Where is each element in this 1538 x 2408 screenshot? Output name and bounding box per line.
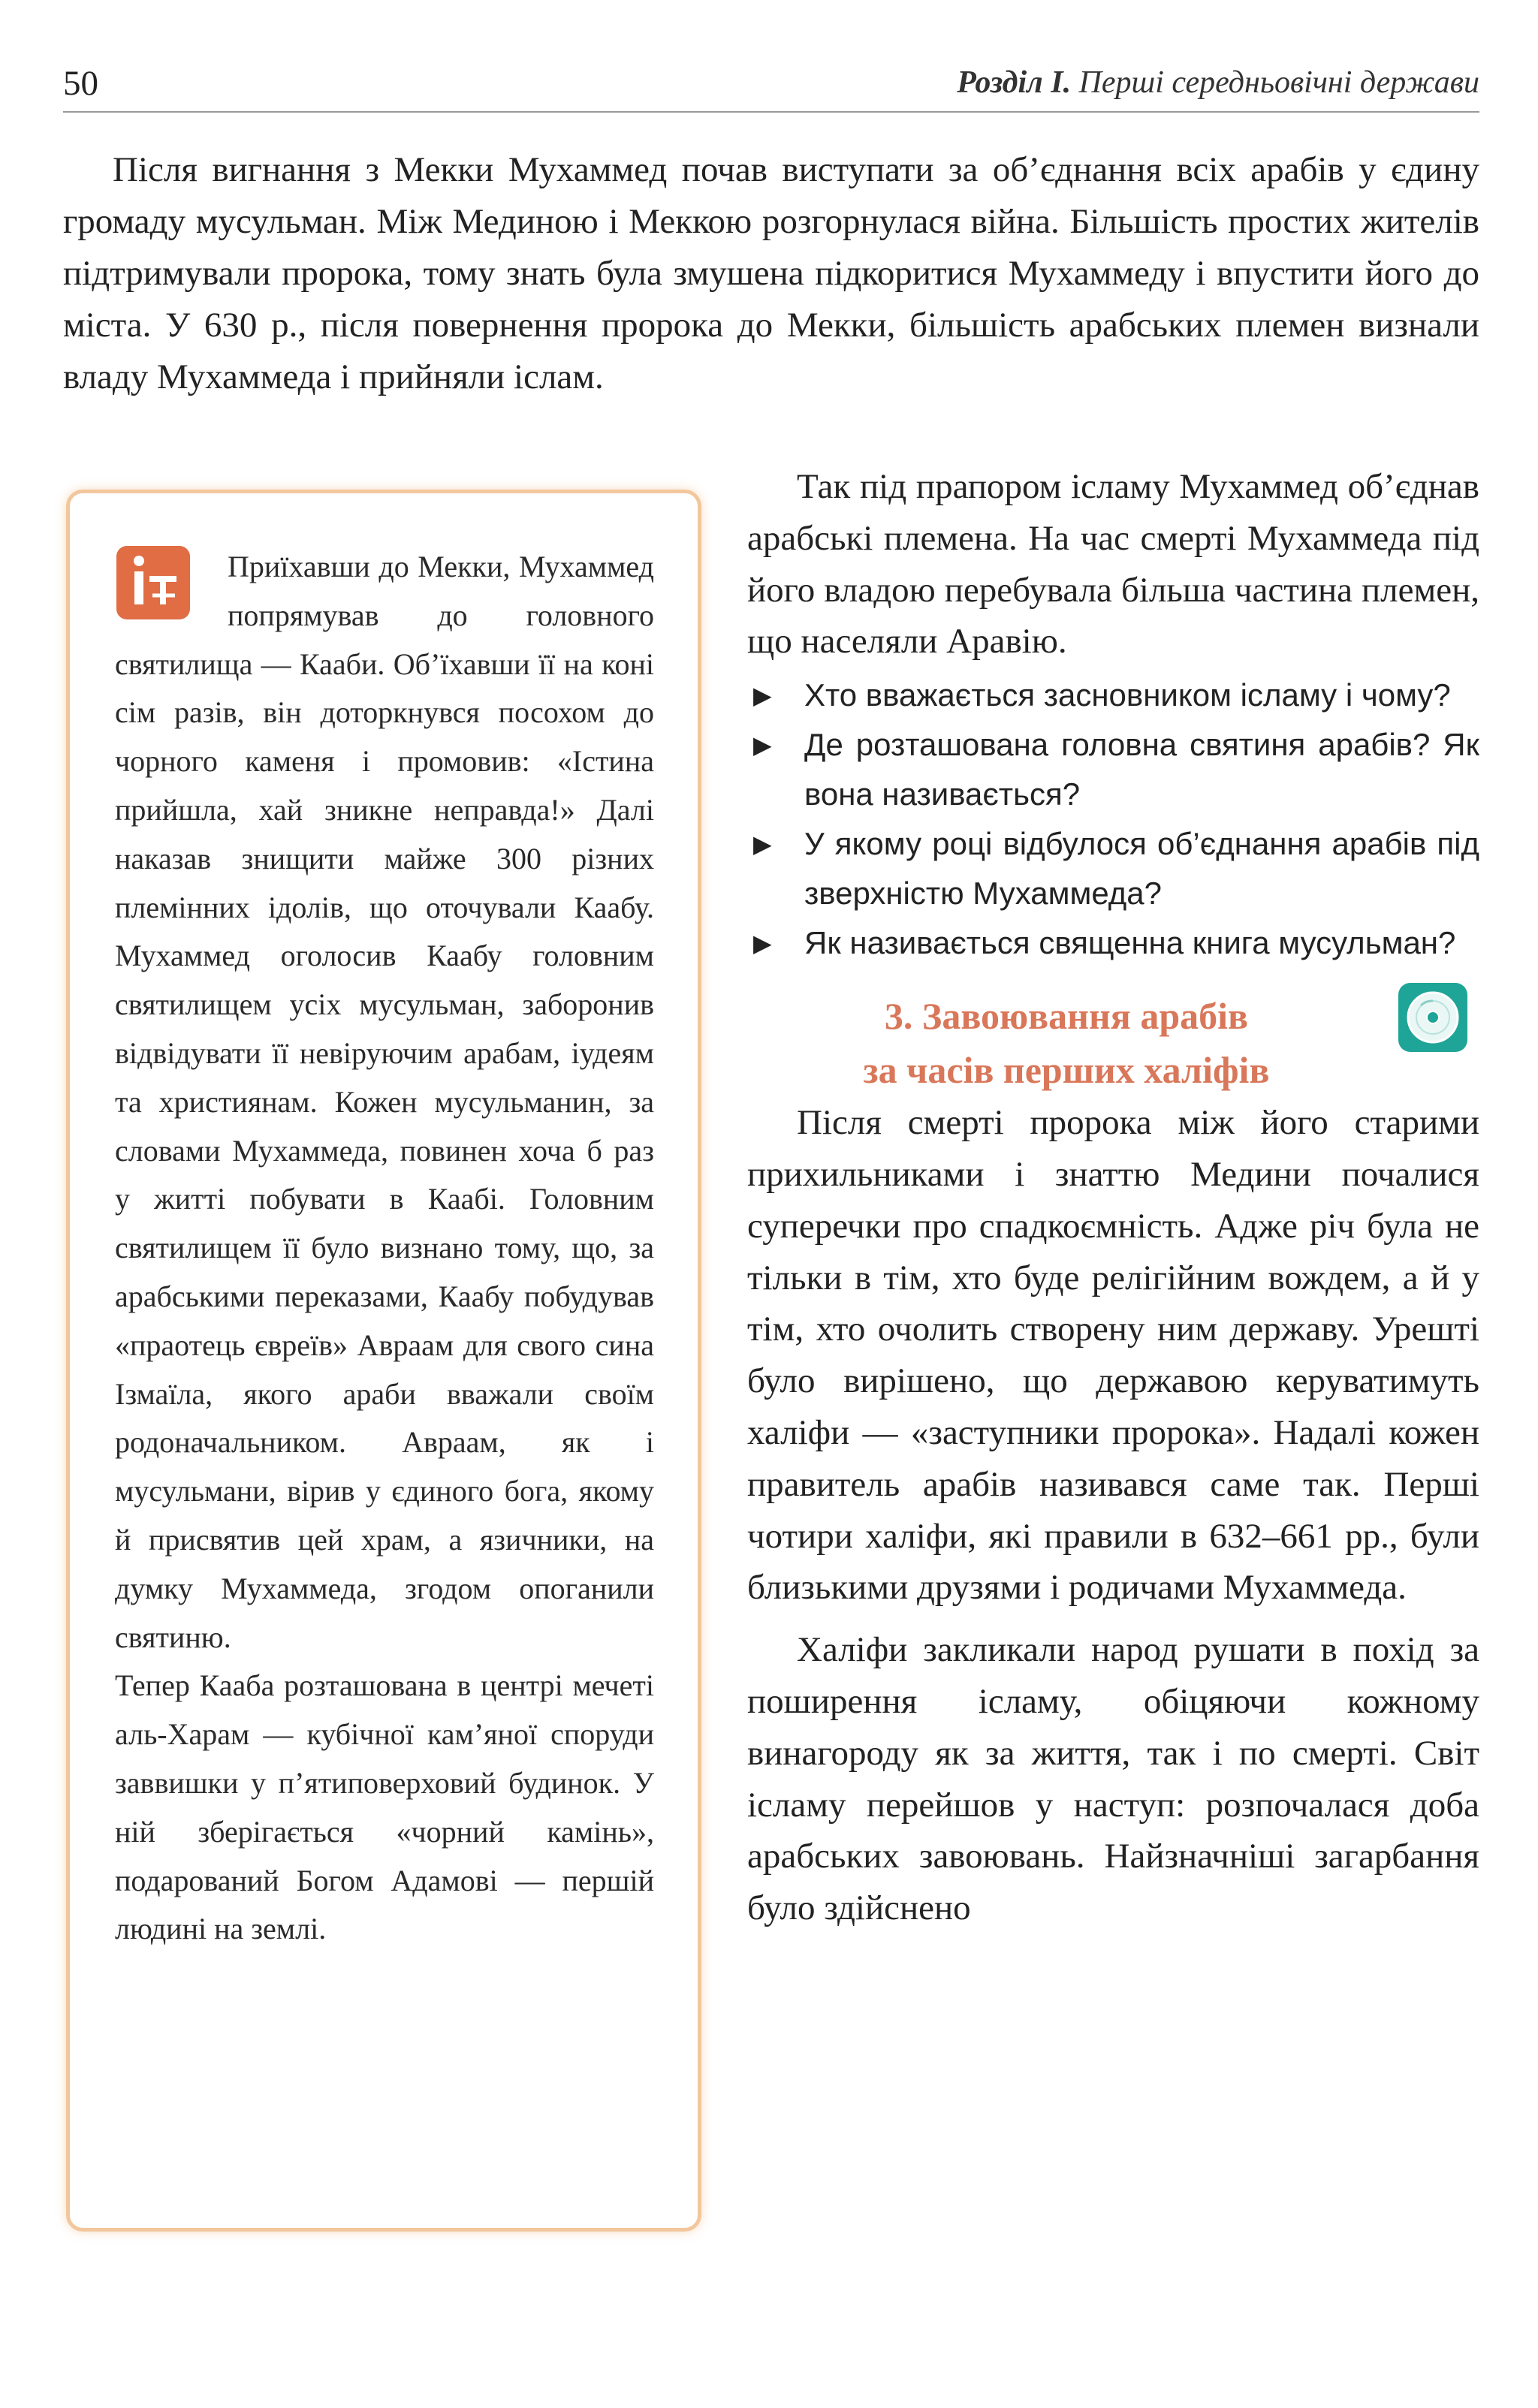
section-title-line-2: за часів перших халіфів: [863, 1049, 1270, 1092]
triangle-bullet-icon: ▶: [753, 731, 772, 759]
chapter-label: Розділ І.: [957, 65, 1072, 100]
page-header: [63, 59, 1479, 113]
question-text: Де розташована головна святиня арабів? Як вона називається?: [804, 727, 1479, 812]
question-item: [747, 671, 1479, 720]
review-questions: [747, 671, 1479, 968]
right-column: [747, 461, 1479, 1934]
chapter-title: Перші середньовічні держави: [1078, 65, 1479, 100]
question-text: У якому році відбулося об’єднання арабів під зверхністю Мухаммеда?: [804, 826, 1479, 912]
sidebar-text: [115, 543, 654, 1954]
question-text: Хто вважається засновником ісламу і чому?: [804, 677, 1451, 713]
question-item: [747, 918, 1479, 968]
triangle-bullet-icon: ▶: [753, 682, 772, 710]
intro-paragraph: Після вигнання з Мекки Мухаммед почав виступати за об’єднання всіх арабів у єдину громаду мусульман. Між Мединою і Меккою розгорнулася війна. Більшість простих жителів підтримували пророка, тому знать була змушена підкоритися Мухаммеду і впустити його до міста. У 630 р., після повернення пророка до Мекки, більшість арабських племен визнали владу Мухаммеда і прийняли іслам.: [63, 150, 1479, 396]
summary-paragraph: Так під прапором ісламу Мухаммед об’єднав арабські племена. На час смерті Мухаммеда під його владою перебувала більша частина племен, що населяли Аравію.: [747, 467, 1479, 662]
section-title: [747, 989, 1386, 1097]
triangle-bullet-icon: ▶: [753, 930, 772, 957]
section-heading: [747, 983, 1479, 1097]
info-sidebar-box: [66, 490, 701, 2232]
section-paragraph: Халіфи закликали народ рушати в похід за поширення ісламу, обіцяючи кожному винагороду як за життя, так і по смерті. Світ ісламу перейшов у наступ: розпочалася доба арабських завоювань. Найзначніші загарбання було здійснено: [747, 1630, 1479, 1928]
sidebar-paragraph: Приїхавши до Мекки, Мухаммед попрямував до головного святилища — Кааби. Об’їхавши її на коні сім разів, він доторкнувся посохом до чорного каменя і промовив: «Істина прийшла, хай зникне неправда!» Далі наказав знищити майже 300 різних племінних ідолів, що оточували Каабу. Мухаммед оголосив Каабу головним святилищем усіх мусульман, заборонив відвідувати її невіруючим арабам, іудеям та християнам. Кожен мусульманин, за словами Мухаммеда, повинен хоча б раз у житті побувати в Каабі. Головним святилищем її було визнано тому, що, за арабськими переказами, Каабу побудував «праотець євреїв» Авраам для свого сина Ізмаїла, якого араби вважали своїм родоначальником. Авраам, як і мусульмани, вірив у єдиного бога, якому й присвятив цей храм, а язичники, на думку Мухаммеда, згодом опоганили святиню.: [115, 550, 654, 1654]
question-item: [747, 819, 1479, 918]
sidebar-paragraph: Тепер Кааба розташована в центрі мечеті аль-Харам — кубічної кам’яної споруди заввишки у п’ятиповерховий будинок. У ній зберігається «чорний камінь», подарований Богом Адамові — першій людині на землі.: [115, 1668, 654, 1946]
section-paragraph: Після смерті пророка між його старими прихильниками і знаттю Медини почалися суперечки про спадкоємність. Адже річ була не тільки в тім, хто буде релігійним вождем, а й у тім, хто очолить створену ним державу. Урешті було вирішено, що державою керуватимуть халіфи — «заступники пророка». Надалі кожен правитель арабів називався саме так. Перші чотири халіфи, які правили в 632–661 рр., були близькими друзями і родичами Мухаммеда.: [747, 1103, 1479, 1608]
cd-disc-icon[interactable]: [1398, 983, 1467, 1052]
triangle-bullet-icon: ▶: [753, 830, 772, 858]
page-number: 50: [63, 64, 98, 103]
question-text: Як називається священна книга мусульман?: [804, 925, 1456, 961]
question-item: [747, 720, 1479, 819]
running-head: [957, 65, 1479, 101]
section-title-line-1: 3. Завоювання арабів: [884, 995, 1249, 1038]
